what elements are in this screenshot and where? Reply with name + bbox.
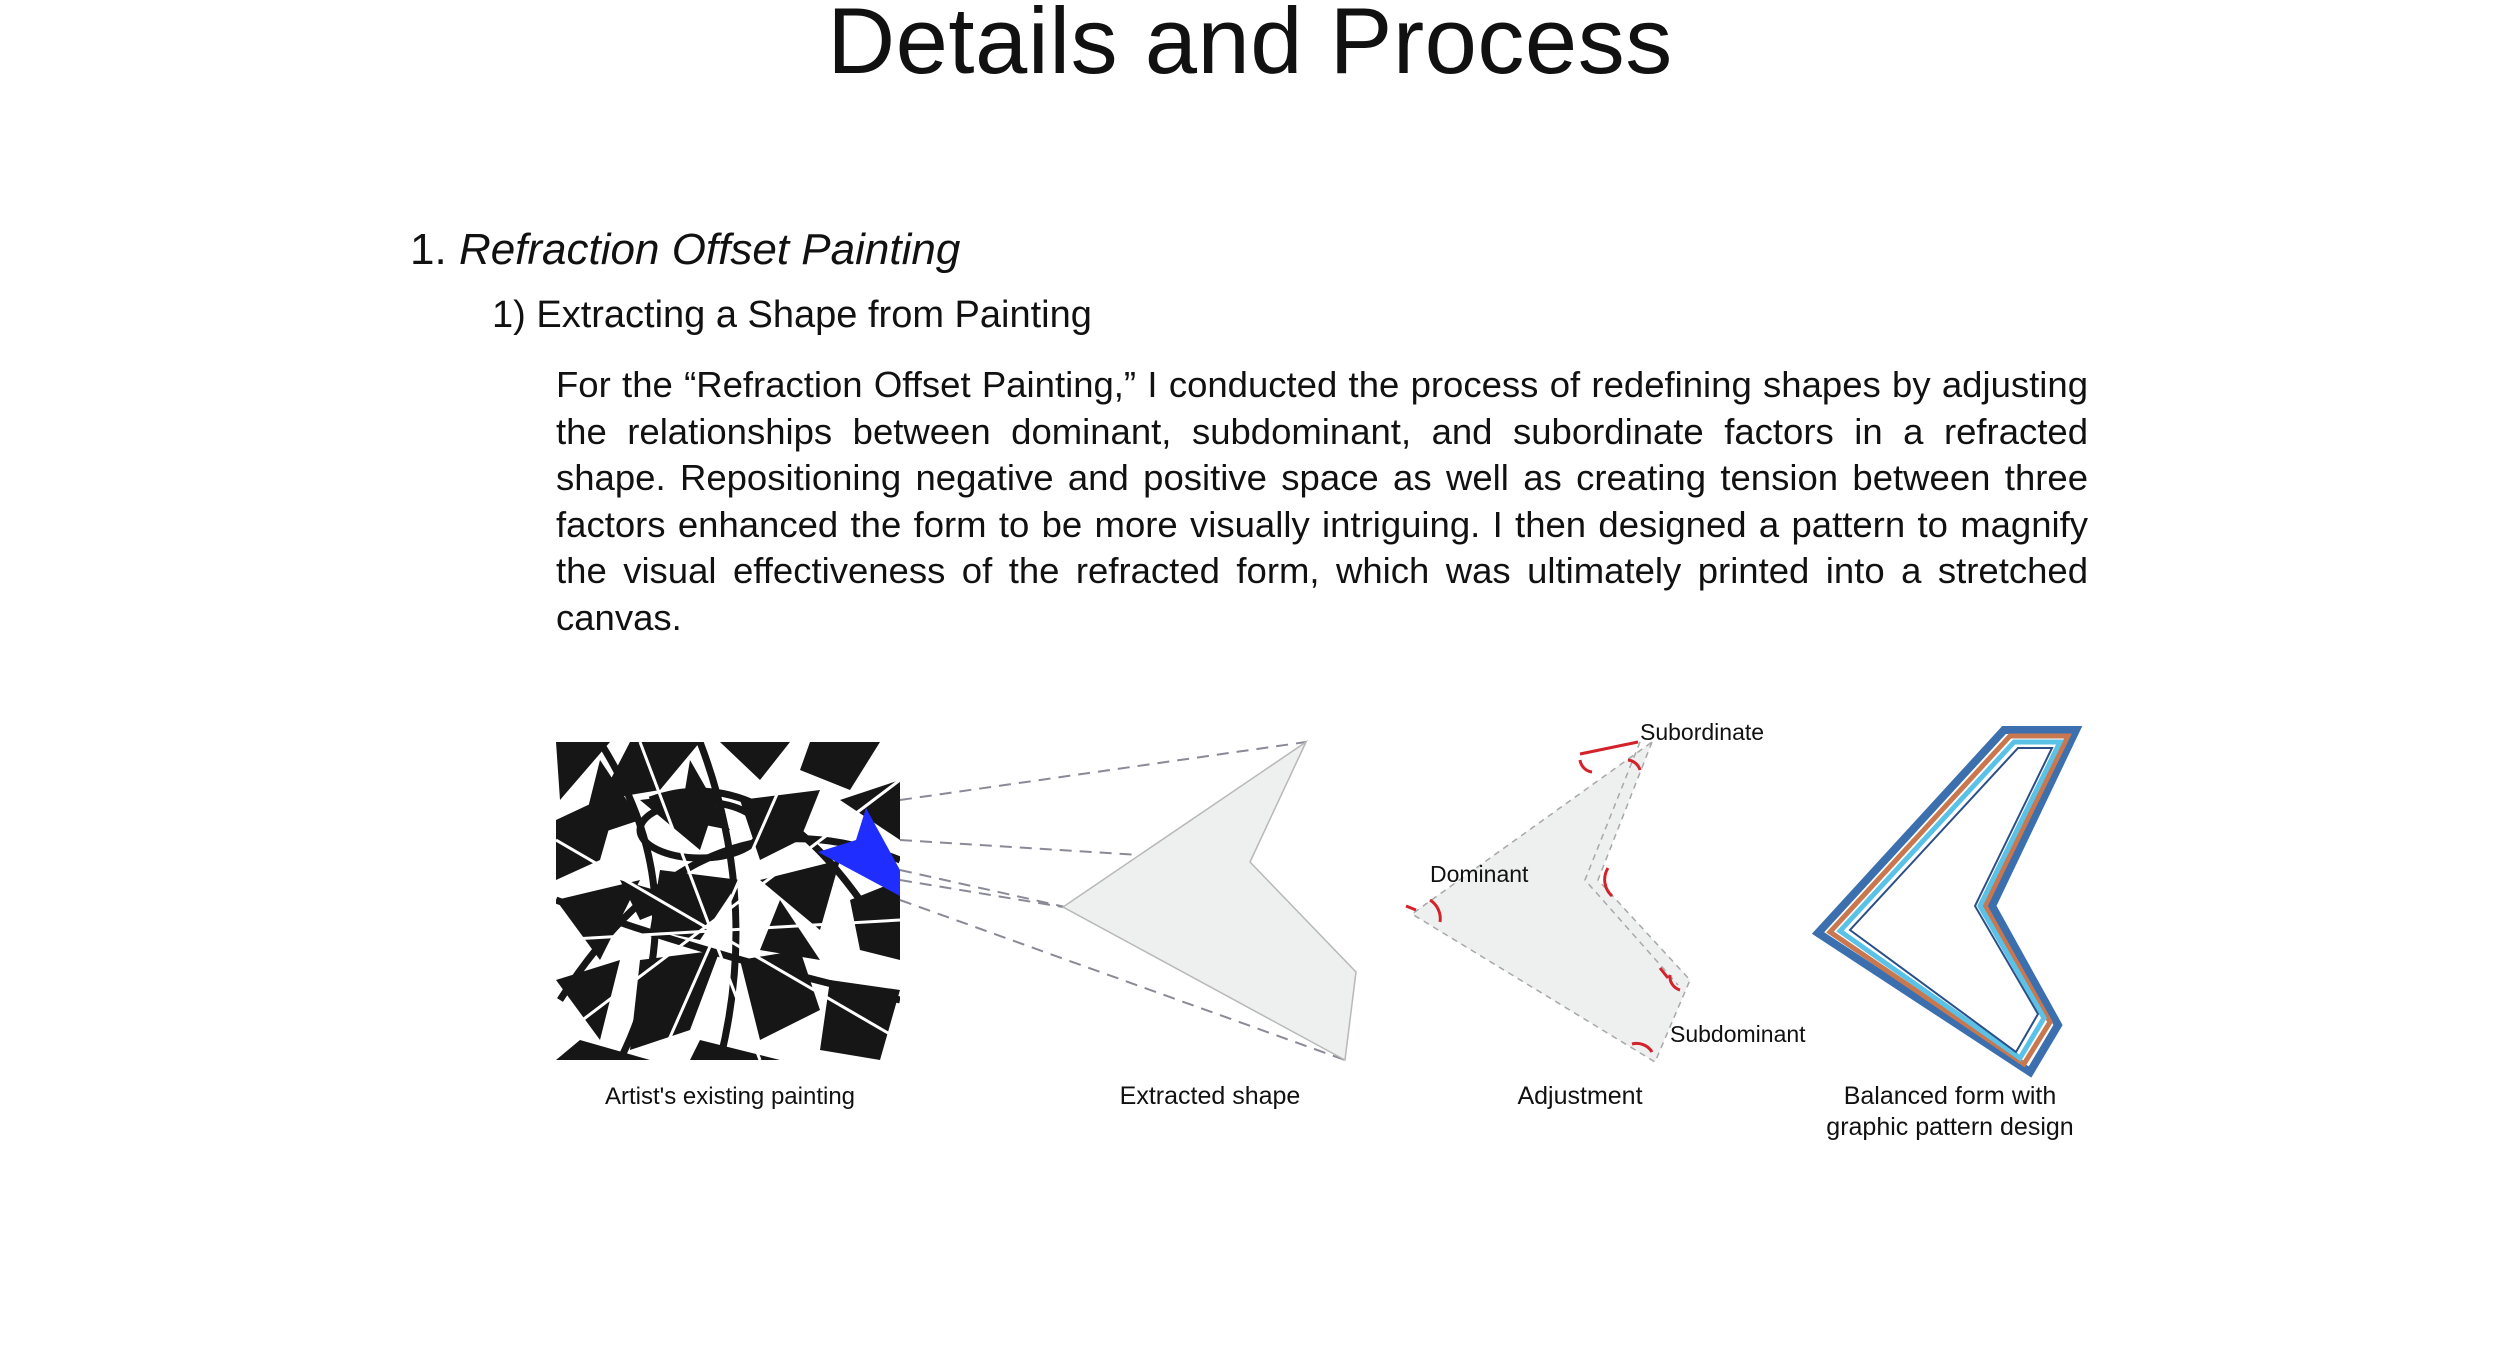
caption-balanced-line1: Balanced form with [1843, 1082, 2057, 1110]
caption-balanced [1800, 1081, 2100, 1143]
label-subordinate: Subordinate [1640, 719, 1765, 745]
body-paragraph: For the “Refraction Offset Painting,” I conducted the process of redefining shapes by adjusting the relationships between dominant, subdominant, and subordinate factors in a refracted shape. Repositioning negative and positive space as well as creating tension between three factors enhanced the form to be more visually intriguing. I then designed a pattern to magnify the visual effectiveness of the refracted form, which was ultimately printed into a stretched canvas. [556, 364, 2088, 638]
caption-painting: Artist's existing painting [604, 1083, 856, 1110]
label-subdominant: Subdominant [1670, 1021, 1806, 1047]
adjustment-shape [1406, 719, 1806, 1062]
section-name: Refraction Offset Painting [458, 225, 961, 274]
caption-adjustment: Adjustment [1517, 1082, 1643, 1110]
section-number: 1. [410, 225, 447, 274]
caption-extracted: Extracted shape [1119, 1082, 1301, 1110]
page-title: Details and Process [827, 0, 1673, 93]
balanced-form [1818, 730, 2076, 1072]
label-dominant: Dominant [1430, 861, 1529, 887]
caption-balanced-line2: graphic pattern design [1826, 1113, 2074, 1141]
painting-image [556, 742, 900, 1060]
subsection-heading: 1) Extracting a Shape from Painting [492, 294, 1092, 336]
